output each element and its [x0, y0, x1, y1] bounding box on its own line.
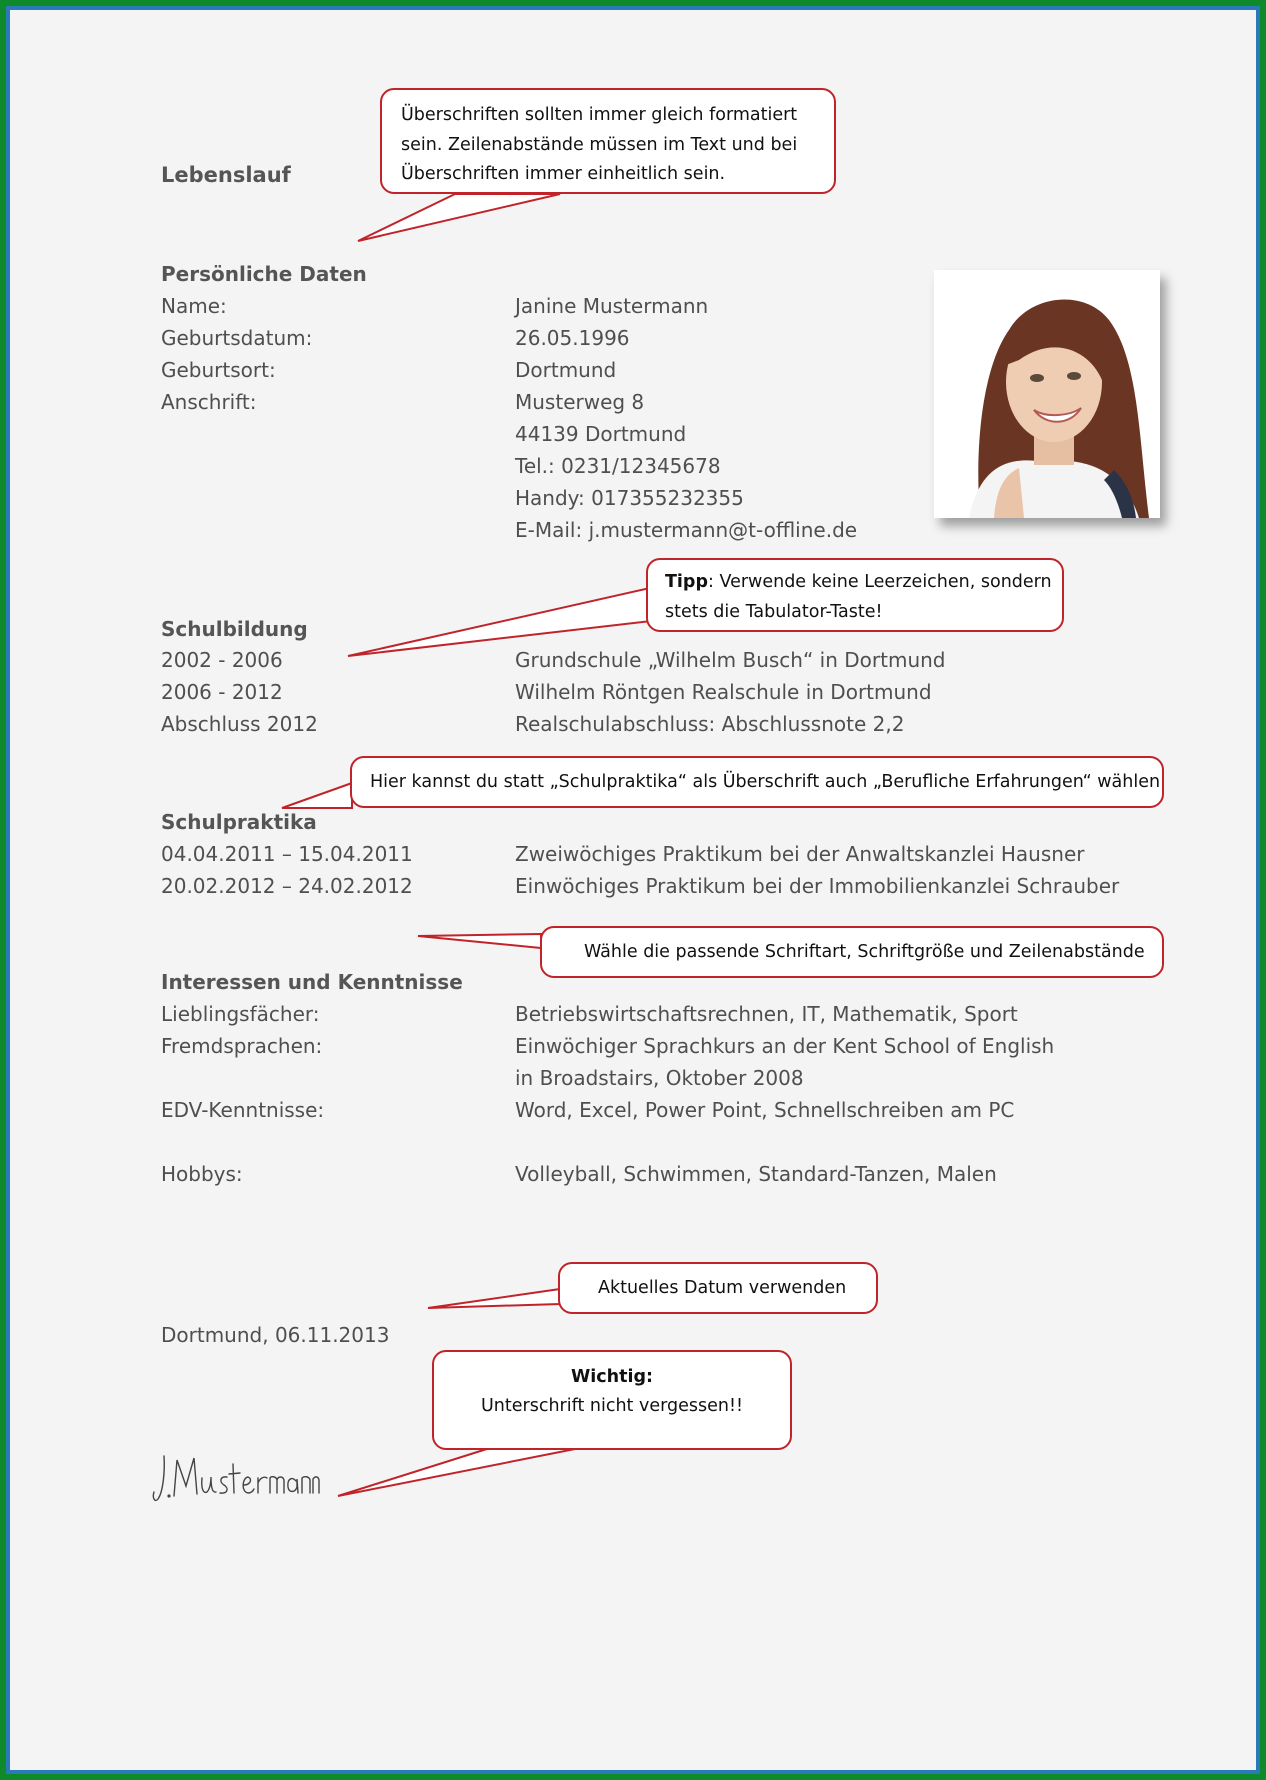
- school-label-1: 2002 - 2006: [161, 648, 283, 672]
- internship-label-1: 04.04.2011 – 15.04.2011: [161, 842, 413, 866]
- internship-label-2: 20.02.2012 – 24.02.2012: [161, 874, 413, 898]
- applicant-photo: [934, 270, 1160, 518]
- label-birthplace: Geburtsort:: [161, 358, 276, 382]
- callout-headings-line1: Überschriften sollten immer gleich formatiert: [401, 105, 798, 125]
- interest-label-2: Fremdsprachen:: [161, 1034, 323, 1058]
- interest-value-2: Einwöchiger Sprachkurs an der Kent School of English: [515, 1034, 1055, 1058]
- callout-tipp-bold: Tipp: [665, 572, 708, 592]
- school-label-3: Abschluss 2012: [161, 712, 318, 736]
- value-phone: Tel.: 0231/12345678: [515, 454, 721, 478]
- interest-value-4: Volleyball, Schwimmen, Standard-Tanzen, Malen: [515, 1162, 997, 1186]
- school-value-1: Grundschule „Wilhelm Busch“ in Dortmund: [515, 648, 946, 672]
- tail-tipp: [348, 588, 660, 656]
- callout-font-text: Wähle die passende Schriftart, Schriftgröße und Zeilenabstände: [584, 942, 1145, 962]
- callout-wichtig: [432, 1350, 792, 1450]
- interest-value-2b: in Broadstairs, Oktober 2008: [515, 1066, 804, 1090]
- value-birthdate: 26.05.1996: [515, 326, 630, 350]
- label-address: Anschrift:: [161, 390, 257, 414]
- interest-label-3: EDV-Kenntnisse:: [161, 1098, 325, 1122]
- tail-praktika: [282, 783, 352, 808]
- callout-date: [558, 1262, 878, 1314]
- value-email: E-Mail: j.mustermann@t-offline.de: [515, 518, 858, 542]
- callout-wichtig-bold: Wichtig:: [570, 1367, 654, 1387]
- value-name: Janine Mustermann: [515, 294, 709, 318]
- date-line: Dortmund, 06.11.2013: [161, 1323, 390, 1347]
- interest-value-3: Word, Excel, Power Point, Schnellschreiben am PC: [515, 1098, 1015, 1122]
- page-title: Lebenslauf: [161, 163, 291, 187]
- callout-font: [540, 926, 1164, 978]
- tail-headings: [358, 194, 560, 241]
- callout-praktika: [350, 756, 1164, 808]
- section-heading-personal: Persönliche Daten: [161, 262, 367, 286]
- callout-headings-line2: sein. Zeilenabstände müssen im Text und bei: [401, 135, 798, 155]
- interest-label-4: Hobbys:: [161, 1162, 243, 1186]
- tail-wichtig: [338, 1448, 580, 1496]
- value-address: Musterweg 8: [515, 390, 645, 414]
- interest-value-1: Betriebswirtschaftsrechnen, IT, Mathematik, Sport: [515, 1002, 1018, 1026]
- callout-headings: [380, 88, 836, 194]
- school-label-2: 2006 - 2012: [161, 680, 283, 704]
- section-heading-school: Schulbildung: [161, 617, 308, 641]
- label-birthdate: Geburtsdatum:: [161, 326, 313, 350]
- portrait-image: [934, 270, 1160, 518]
- callout-wichtig-line2: Unterschrift nicht vergessen!!: [481, 1396, 743, 1416]
- interest-label-1: Lieblingsfächer:: [161, 1002, 320, 1026]
- section-heading-internships: Schulpraktika: [161, 810, 317, 834]
- label-name: Name:: [161, 294, 227, 318]
- tail-date: [428, 1289, 560, 1308]
- callout-headings-line3: Überschriften immer einheitlich sein.: [401, 164, 726, 184]
- school-value-3: Realschulabschluss: Abschlussnote 2,2: [515, 712, 905, 736]
- callout-tipp-line2: stets die Tabulator-Taste!: [665, 602, 883, 622]
- internship-value-2: Einwöchiges Praktikum bei der Immobilienkanzlei Schrauber: [515, 874, 1120, 898]
- callout-date-text: Aktuelles Datum verwenden: [598, 1278, 847, 1298]
- value-birthplace: Dortmund: [515, 358, 617, 382]
- callout-tipp: [646, 558, 1064, 632]
- callout-tipp-rest: : Verwende keine Leerzeichen, sondern: [708, 572, 1052, 592]
- value-mobile: Handy: 017355232355: [515, 486, 744, 510]
- value-city: 44139 Dortmund: [515, 422, 687, 446]
- school-value-2: Wilhelm Röntgen Realschule in Dortmund: [515, 680, 932, 704]
- tail-font: [418, 934, 541, 948]
- callout-tipp-line1: [665, 567, 1052, 597]
- section-heading-interests: Interessen und Kenntnisse: [161, 970, 463, 994]
- handwritten-signature: [150, 1452, 320, 1510]
- callout-praktika-text: Hier kannst du statt „Schulpraktika“ als Überschrift auch „Berufliche Erfahrungen“ wählen: [370, 772, 1161, 792]
- internship-value-1: Zweiwöchiges Praktikum bei der Anwaltskanzlei Hausner: [515, 842, 1085, 866]
